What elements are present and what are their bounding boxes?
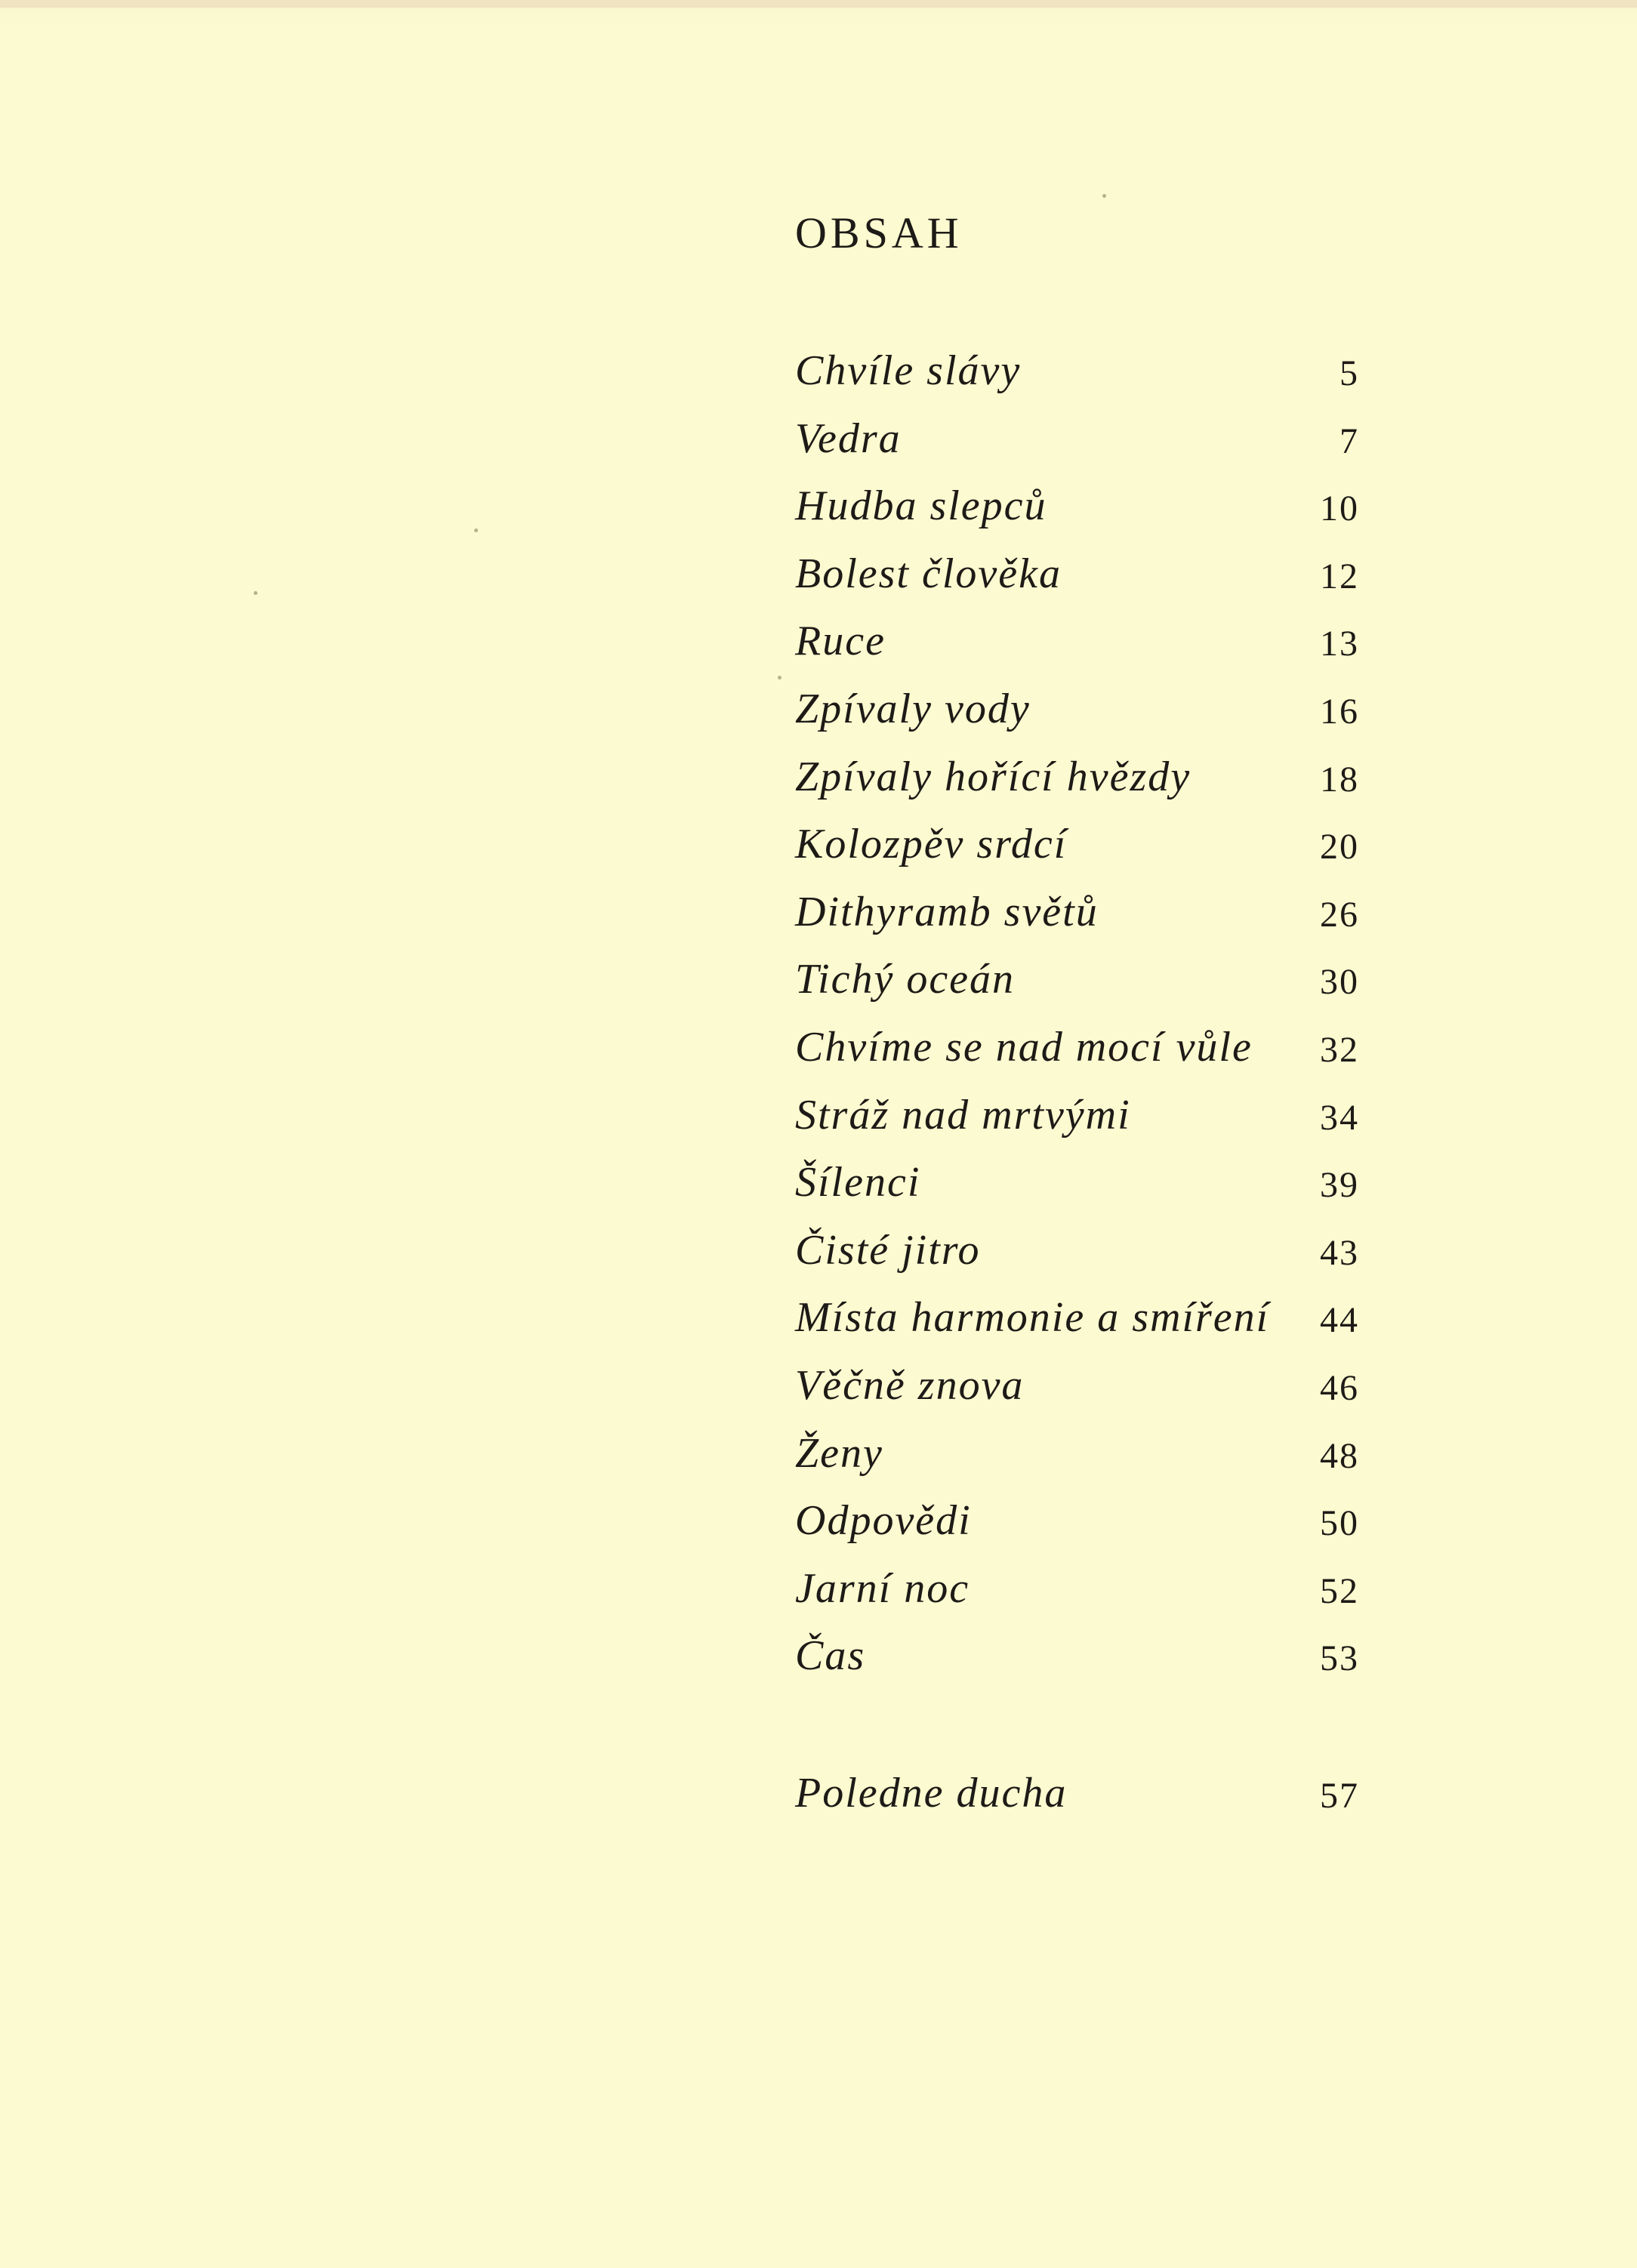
toc-entry-page: 18 [1320,759,1359,800]
toc-entry-page: 13 [1320,624,1359,664]
toc-entry-page: 53 [1320,1638,1359,1679]
toc-entry-page: 46 [1320,1367,1359,1408]
toc-entry [795,1223,1359,1291]
toc-entry-title: Věčně znova [795,1361,1025,1409]
table-of-contents [795,344,1359,1833]
toc-entry [795,1561,1359,1629]
toc-entry-title: Zpívaly hořící hvězdy [795,753,1192,800]
toc-entry-title: Zpívaly vody [795,685,1031,732]
toc-entry [795,614,1359,682]
toc-entry-page: 43 [1320,1232,1359,1273]
toc-entry-page: 30 [1320,962,1359,1003]
toc-entry-page: 7 [1340,421,1359,461]
toc-entry [795,952,1359,1020]
toc-entry [795,817,1359,885]
toc-entry-title: Ženy [795,1429,883,1477]
toc-entry-page: 52 [1320,1570,1359,1611]
toc-entry-title: Místa harmonie a smíření [795,1294,1270,1342]
toc-entry-title: Chvíme se nad mocí vůle [795,1023,1253,1071]
toc-entry [795,1020,1359,1088]
toc-entry [795,1426,1359,1494]
toc-entry-page: 44 [1320,1300,1359,1341]
toc-entry-title: Jarní noc [795,1564,970,1612]
toc-entry [795,1155,1359,1223]
toc-entry [795,1290,1359,1358]
toc-entry [795,479,1359,547]
toc-entry-title: Čisté jitro [795,1226,981,1274]
toc-entry-title: Šílenci [795,1159,921,1206]
toc-entry-title: Čas [795,1632,866,1680]
toc-entry [795,1629,1359,1696]
toc-entry-title: Stráž nad mrtvými [795,1091,1131,1139]
toc-entry [795,1766,1359,1834]
toc-entry-title: Kolozpěv srdcí [795,821,1068,868]
page-top-edge [0,0,1637,8]
paper-speck [254,591,257,595]
toc-entry-title: Dithyramb světů [795,888,1099,935]
toc-entry-page: 5 [1340,353,1359,393]
toc-entry [795,1088,1359,1156]
toc-entry-title: Chvíle slávy [795,347,1022,394]
toc-entry [795,750,1359,818]
toc-entry-page: 57 [1320,1775,1359,1816]
toc-entry-page: 50 [1320,1503,1359,1544]
page-title: OBSAH [795,208,963,257]
toc-entry [795,547,1359,615]
toc-entry-title: Bolest člověka [795,550,1062,597]
toc-entry-title: Odpovědi [795,1497,972,1545]
toc-entry [795,682,1359,750]
toc-entry-title: Tichý oceán [795,956,1016,1003]
paper-speck [474,528,478,532]
paper-speck [1102,194,1106,198]
toc-entry [795,411,1359,479]
toc-entry-title: Hudba slepců [795,482,1047,530]
toc-entry-page: 39 [1320,1165,1359,1206]
toc-entry-title: Poledne ducha [795,1769,1068,1817]
toc-entry-page: 26 [1320,894,1359,935]
toc-entry-page: 10 [1320,488,1359,529]
toc-entry-page: 32 [1320,1029,1359,1070]
toc-entry [795,1493,1359,1561]
toc-entry [795,885,1359,953]
toc-entry-page: 16 [1320,691,1359,732]
toc-entry-title: Ruce [795,618,886,665]
toc-entry-title: Vedra [795,414,902,462]
toc-entry-page: 48 [1320,1435,1359,1476]
toc-entry [795,344,1359,411]
toc-entry-page: 12 [1320,556,1359,596]
toc-entry-page: 34 [1320,1097,1359,1138]
toc-entry-page: 20 [1320,827,1359,867]
paper-speck [778,676,782,679]
toc-entry [795,1358,1359,1426]
